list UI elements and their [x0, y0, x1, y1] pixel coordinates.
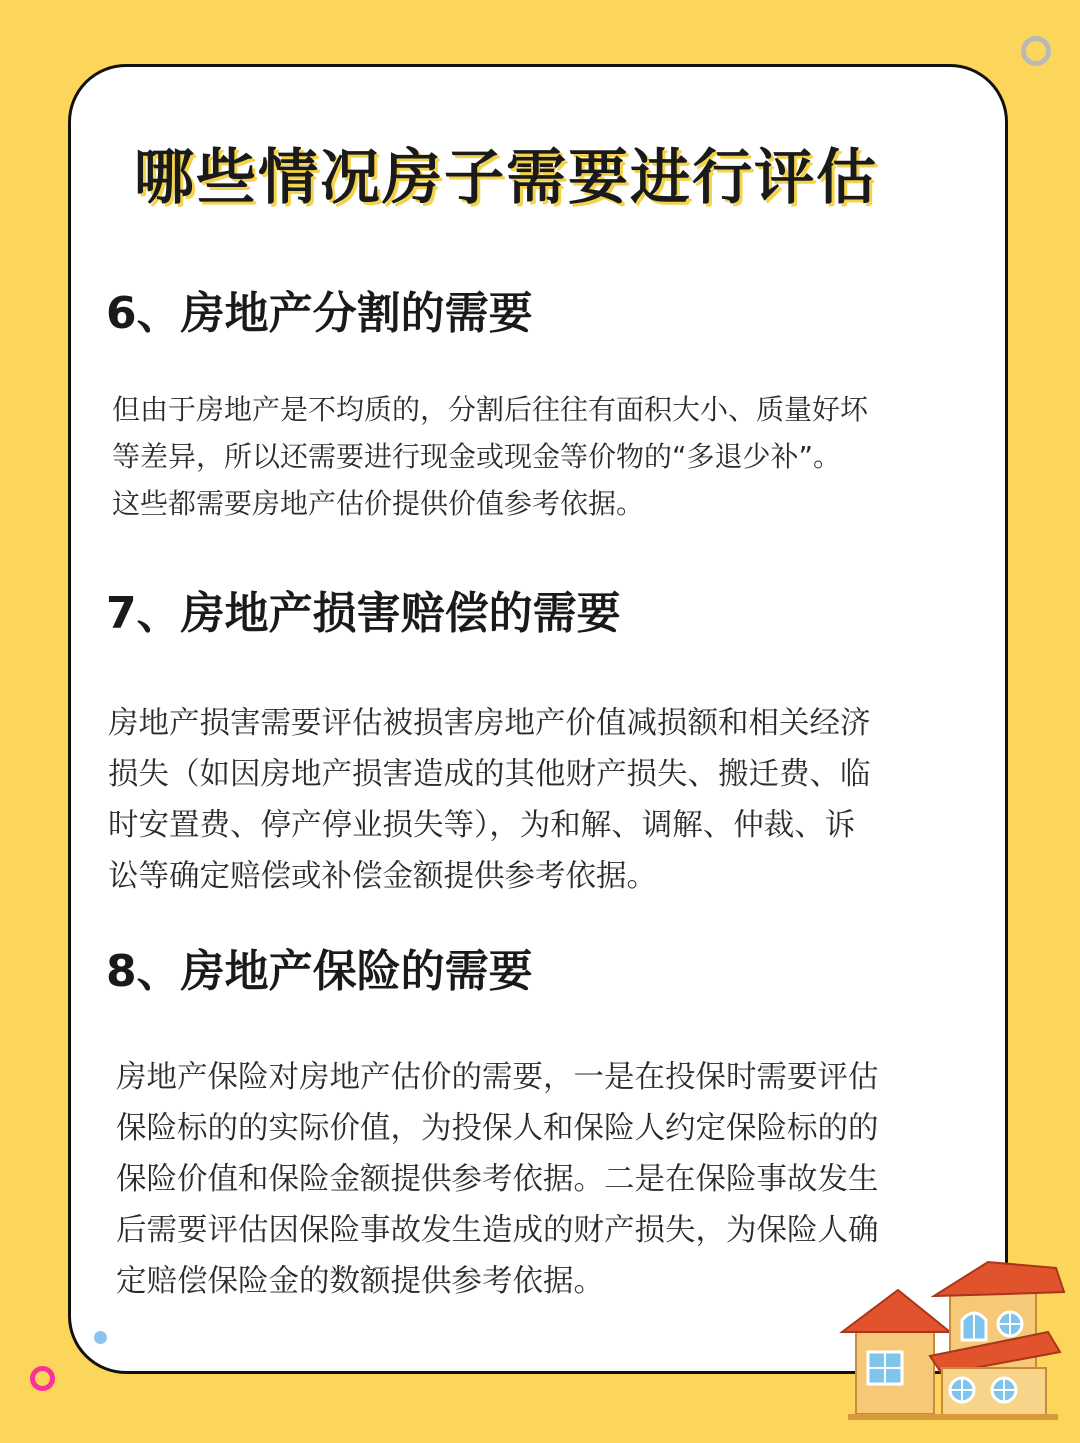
paragraph-line: 但由于房地产是不均质的，分割后往往有面积大小、质量好坏: [112, 393, 869, 426]
section-heading-8: 8、房地产保险的需要: [106, 946, 533, 997]
section-paragraph-8: [116, 1052, 879, 1307]
section-paragraph-6: [112, 386, 868, 527]
paragraph-line: 损失（如因房地产损害造成的其他财产损失、搬迁费、临: [108, 757, 871, 792]
section-paragraph-7: [108, 698, 871, 902]
paragraph-line: 时安置费、停产停业损失等），为和解、调解、仲裁、诉: [108, 808, 856, 843]
page-title: 哪些情况房子需要进行评估: [134, 143, 878, 213]
paragraph-line: 等差异，所以还需要进行现金或现金等价物的“多退少补”。: [112, 440, 842, 473]
paragraph-line: 保险标的的实际价值，为投保人和保险人约定保险标的的: [116, 1111, 879, 1146]
grey-ring-icon: [1021, 36, 1051, 66]
section-heading-6: 6、房地产分割的需要: [106, 288, 533, 339]
section-heading-7: 7、房地产损害赔偿的需要: [106, 588, 621, 639]
paragraph-line: 这些都需要房地产估价提供价值参考依据。: [112, 487, 645, 520]
blue-dot-icon: [94, 1331, 107, 1344]
paragraph-line: 保险价值和保险金额提供参考依据。二是在保险事故发生: [116, 1162, 879, 1197]
house-illustration-icon: [838, 1256, 1068, 1426]
paragraph-line: 后需要评估因保险事故发生造成的财产损失，为保险人确: [116, 1213, 879, 1248]
paragraph-line: 定赔偿保险金的数额提供参考依据。: [116, 1264, 604, 1299]
paragraph-line: 房地产保险对房地产估价的需要，一是在投保时需要评估: [116, 1060, 879, 1095]
paragraph-line: 房地产损害需要评估被损害房地产价值减损额和相关经济: [108, 706, 871, 741]
paragraph-line: 讼等确定赔偿或补偿金额提供参考依据。: [108, 859, 657, 894]
pink-ring-icon: [30, 1366, 55, 1391]
